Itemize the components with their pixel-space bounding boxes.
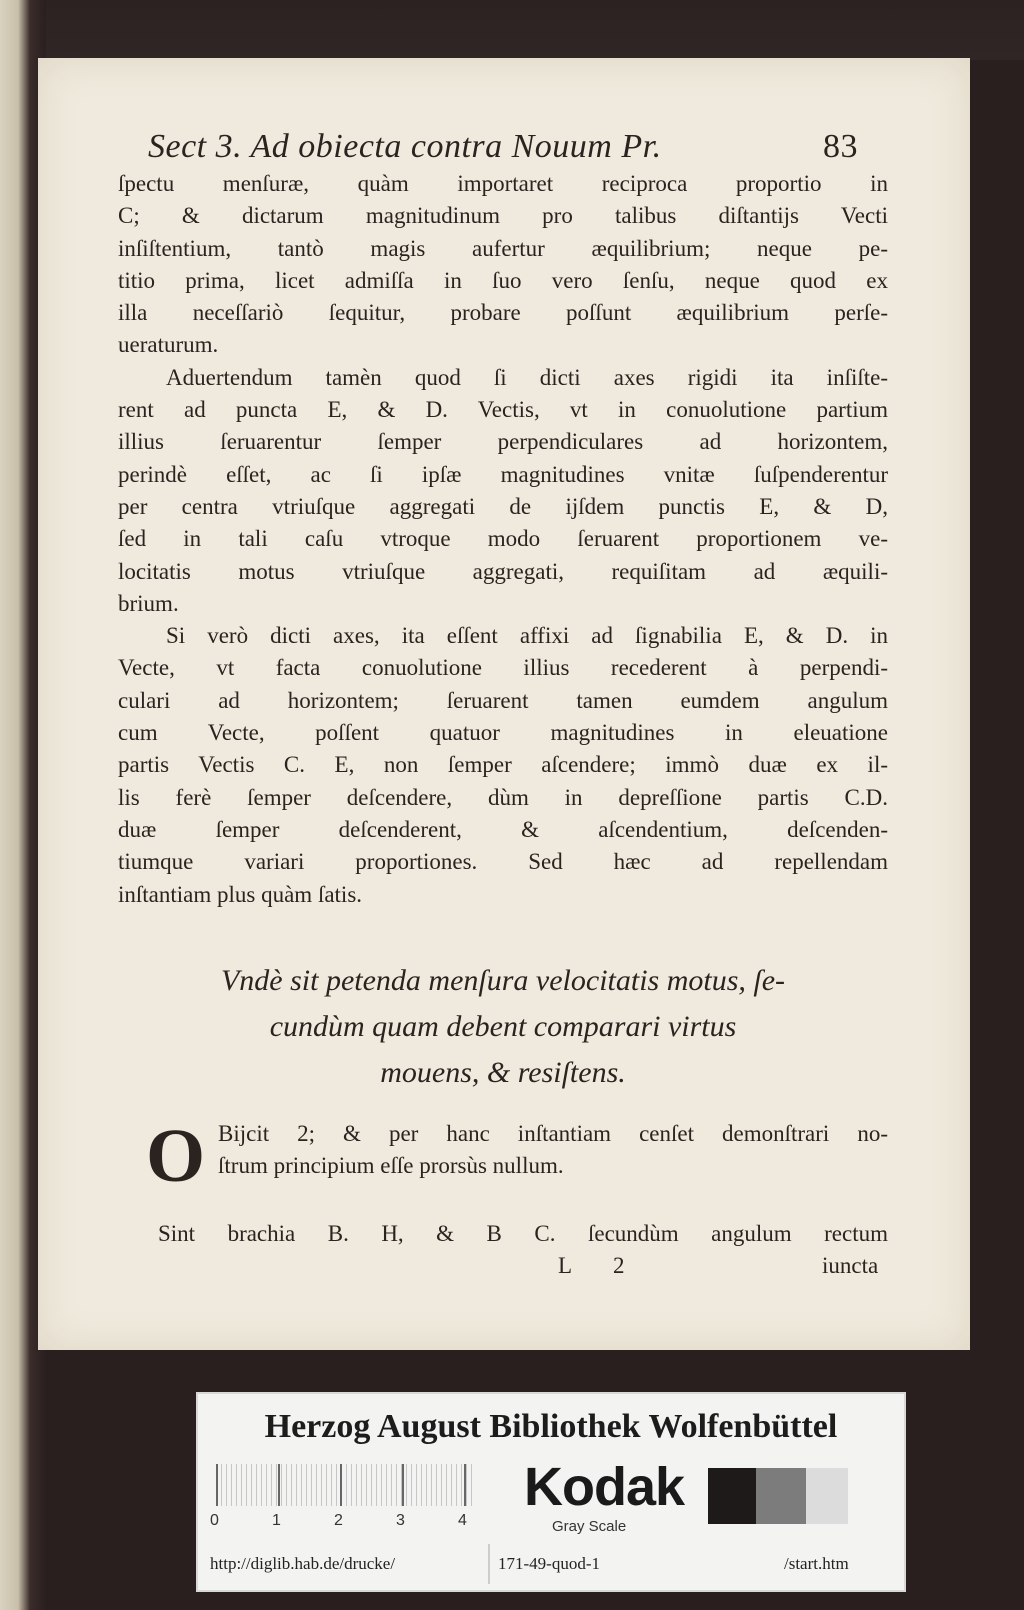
text-line: rent ad puncta E, & D. Vectis, vt in conuolutione partium [118,397,888,423]
kodak-logo: Kodak [524,1457,685,1517]
text-line: inſtantiam plus quàm ſatis. [118,881,363,907]
subheading-line: mouens, & resiſtens. [380,1056,626,1089]
ruler-number: 3 [396,1512,405,1529]
text-line: per centra vtriuſque aggregati de ijſdem punctis E, & D, [118,493,888,519]
ruler-number: 2 [334,1512,343,1529]
ruler-tick [402,1464,404,1506]
text-line: perindè eſſet, ac ſi ipſæ magnitudines vnitæ ſuſpenderentur [118,461,888,487]
text-line: titio prima, licet admiſſa in ſuo vero ſenſu, neque quod ex [118,267,888,293]
gray-patch-light [806,1468,848,1524]
text-line: C; & dictarum magnitudinum pro talibus diſtantijs Vecti [118,203,888,229]
scale-ruler [216,1464,476,1506]
page-number: 83 [823,128,858,165]
text-line: tiumque variari proportiones. Sed hæc ad repellendam [118,849,888,875]
url-prefix: http://diglib.hab.de/drucke/ [210,1554,396,1573]
text-line: inſiſtentium, tantò magis aufertur æquilibrium; neque pe- [118,235,888,261]
library-name: Herzog August Bibliothek Wolfenbüttel [264,1408,838,1445]
ruler-tick [464,1464,466,1506]
text-line: ueraturum. [118,332,219,358]
url-suffix: /start.htm [784,1554,849,1573]
text-line: Si verò dicti axes, ita eſſent affixi ad ſignabilia E, & D. in [166,623,888,649]
ruler-number: 0 [210,1512,219,1529]
text-line: duæ ſemper deſcenderent, & aſcendentium, deſcenden- [118,816,888,842]
text-line: Bijcit 2; & per hanc inſtantiam cenſet demonſtrari no- [218,1121,888,1146]
text-line: culari ad horizontem; ſeruarent tamen eumdem angulum [118,687,888,713]
text-line: Sint brachia B. H, & B C. ſecundùm angulum rectum [158,1221,888,1246]
text-line: Aduertendum tamèn quod ſi dicti axes rigidi ita inſiſte- [166,364,888,390]
text-line: lis ferè ſemper deſcendere, dùm in depreſſione partis C.D. [118,784,888,810]
ruler-number: 4 [458,1512,467,1529]
initial-paragraph [118,1114,888,1198]
page-footer-text [118,1218,888,1278]
ruler-tick [278,1464,280,1506]
running-header [148,128,858,166]
text-line: partis Vectis C. E, non ſemper aſcendere; immò duæ ex il- [118,752,888,778]
color-calibration-card [196,1392,906,1592]
text-line: brium. [118,590,179,616]
text-line: ſtrum principium eſſe prorsùs nullum. [218,1153,564,1178]
main-text [118,168,888,911]
drop-cap: O [146,1114,206,1198]
scan-background-top [0,0,1024,60]
gray-scale-label: Gray Scale [552,1518,627,1535]
text-line: illa neceſſariò ſequitur, probare poſſunt æquilibrium perſe- [118,300,888,326]
text-line: ſed in tali caſu vtroque modo ſeruarent proportionem ve- [118,526,888,552]
subheading-line: Vndè sit petenda menſura velocitatis motus, ſe- [220,964,786,997]
gray-patch-mid [756,1468,806,1524]
text-line: ſpectu menſuræ, quàm importaret reciproca proportio in [118,171,888,196]
ruler-tick [216,1464,218,1506]
text-line: illius ſeruarentur ſemper perpendiculares ad horizontem, [118,429,888,455]
text-line: cum Vecte, poſſent quatuor magnitudines in eleuatione [118,720,888,746]
header-title: Sect 3. Ad obiecta contra Nouum Pr. [148,128,662,165]
card-divider [488,1544,490,1584]
text-line: locitatis motus vtriuſque aggregati, requiſitam ad æquili- [118,558,888,584]
gray-patch-dark [708,1468,756,1524]
ruler-number: 1 [272,1512,281,1529]
signature-mark: L 2 [558,1253,643,1278]
section-subheading [118,958,888,1096]
url-identifier: 171-49-quod-1 [498,1554,600,1573]
page-content [38,58,970,1350]
subheading-line: cundùm quam debent comparari virtus [269,1010,737,1043]
book-page [38,58,970,1350]
catchword: iuncta [822,1253,879,1278]
text-line: Vecte, vt facta conuolutione illius recederent à perpendi- [118,655,888,681]
ruler-tick [340,1464,342,1506]
